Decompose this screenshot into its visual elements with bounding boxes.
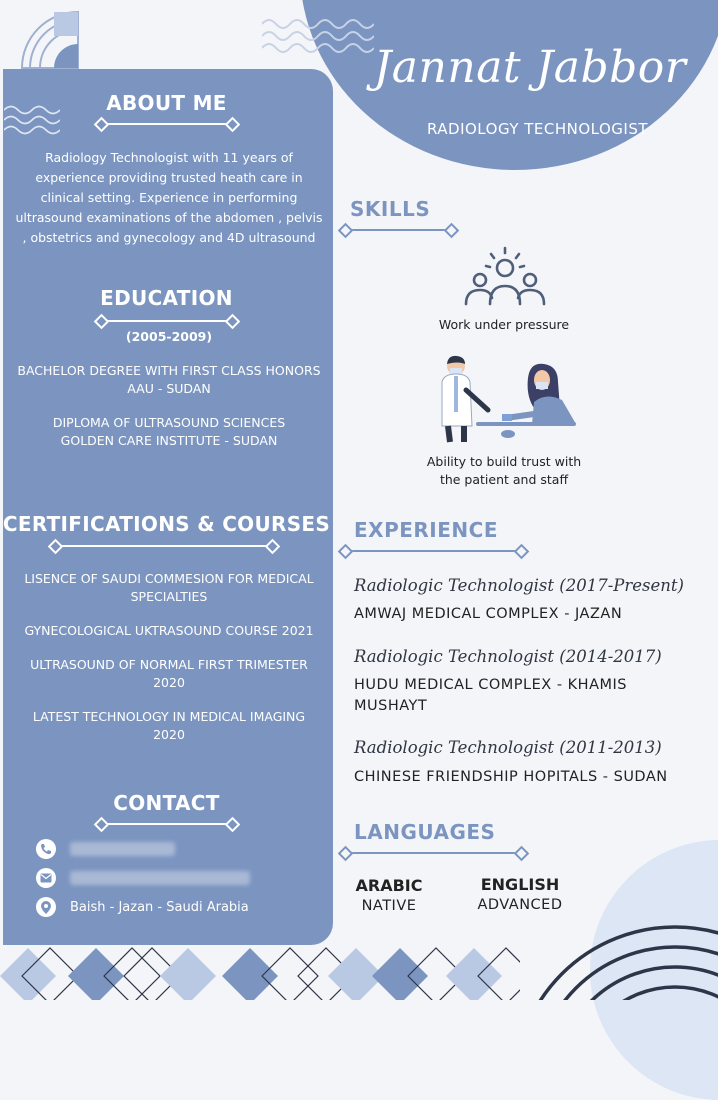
email-redacted xyxy=(70,871,250,885)
phone-icon xyxy=(36,839,56,859)
skill-line: Ability to build trust with xyxy=(426,454,582,469)
education-heading: EDUCATION xyxy=(100,286,233,310)
education-institution: GOLDEN CARE INSTITUTE - SUDAN xyxy=(60,433,278,448)
skill-caption xyxy=(404,453,604,489)
job-place xyxy=(354,767,694,788)
certification-line: GYNECOLOGICAL UKTRASOUND COURSE 2021 xyxy=(24,623,314,638)
skills-heading: SKILLS xyxy=(350,197,431,221)
about-line: experience providing trusted heath care in xyxy=(35,170,303,185)
language-name: ENGLISH xyxy=(480,875,560,894)
skill-caption xyxy=(404,316,604,334)
language-level: ADVANCED xyxy=(477,897,563,913)
logo-shapes-decoration xyxy=(20,10,80,70)
education-item xyxy=(8,362,330,398)
contact-location-row xyxy=(36,896,249,918)
job-place xyxy=(354,604,694,625)
contact-email-row[interactable] xyxy=(36,867,250,889)
education-degree: BACHELOR DEGREE WITH FIRST CLASS HONORS xyxy=(17,363,321,378)
wave-decoration xyxy=(262,16,374,56)
language-item xyxy=(466,875,574,913)
certification-line: SPECIALTIES xyxy=(130,589,208,604)
certification-line: LISENCE OF SAUDI COMMESION FOR MEDICAL xyxy=(24,571,314,586)
about-me-heading: ABOUT ME xyxy=(106,91,227,115)
language-item xyxy=(346,876,432,914)
section-divider xyxy=(102,123,232,125)
job-title: Radiologic Technologist (2014-2017) xyxy=(354,647,662,666)
certifications-heading: CERTIFICATIONS & COURSES xyxy=(2,512,331,536)
contact-phone-row[interactable] xyxy=(36,838,175,860)
candidate-role: RADIOLOGY TECHNOLOGIST xyxy=(426,120,649,138)
skill-line: the patient and staff xyxy=(439,472,569,487)
location-pin-icon xyxy=(36,897,56,917)
language-name: ARABIC xyxy=(355,876,423,895)
about-line: ultrasound examinations of the abdomen , pelvis xyxy=(15,210,323,225)
contact-heading: CONTACT xyxy=(113,791,220,815)
location-text: Baish - Jazan - Saudi Arabia xyxy=(70,899,249,915)
phone-redacted xyxy=(70,842,175,856)
section-divider xyxy=(346,229,451,231)
languages-heading: LANGUAGES xyxy=(354,820,496,844)
job-title: Radiologic Technologist (2017-Present) xyxy=(354,576,684,595)
experience-heading: EXPERIENCE xyxy=(354,518,498,542)
job-place-line: HUDU MEDICAL COMPLEX - KHAMIS xyxy=(354,677,627,693)
job-title: Radiologic Technologist (2011-2013) xyxy=(354,738,662,757)
section-divider xyxy=(102,320,232,322)
certification-line: 2020 xyxy=(153,727,185,742)
email-icon xyxy=(36,868,56,888)
education-degree: DIPLOMA OF ULTRASOUND SCIENCES xyxy=(52,415,286,430)
certification-item xyxy=(8,622,330,640)
certification-line: 2020 xyxy=(153,675,185,690)
skill-line: Work under pressure xyxy=(438,317,570,332)
job-place-line: MUSHAYT xyxy=(354,698,428,714)
job-place-line: CHINESE FRIENDSHIP HOPITALS - SUDAN xyxy=(354,769,668,785)
certification-item xyxy=(8,708,330,744)
diamond-pattern-decoration xyxy=(0,946,520,1000)
job-place xyxy=(354,675,694,717)
about-line: clinical setting. Experience in performing xyxy=(40,190,298,205)
education-item xyxy=(8,414,330,450)
doctor-patient-illustration xyxy=(436,352,582,444)
about-line: Radiology Technologist with 11 years of xyxy=(45,150,293,165)
team-icon xyxy=(462,246,548,310)
section-divider xyxy=(56,545,272,547)
section-divider xyxy=(346,852,521,854)
language-level: NATIVE xyxy=(361,898,417,914)
certification-item xyxy=(8,570,330,606)
education-institution: AAU - SUDAN xyxy=(127,381,211,396)
concentric-arcs-decoration xyxy=(500,912,718,1000)
certification-line: LATEST TECHNOLOGY IN MEDICAL IMAGING xyxy=(32,709,306,724)
certification-line: ULTRASOUND OF NORMAL FIRST TRIMESTER xyxy=(30,657,308,672)
certification-item xyxy=(8,656,330,692)
job-place-line: AMWAJ MEDICAL COMPLEX - JAZAN xyxy=(354,606,623,622)
section-divider xyxy=(102,823,232,825)
candidate-name: Jannat Jabbor xyxy=(373,42,687,93)
education-years: (2005-2009) xyxy=(125,329,213,344)
section-divider xyxy=(346,550,521,552)
about-line: , obstetrics and gynecology and 4D ultrasound xyxy=(22,230,316,245)
about-me-text xyxy=(8,148,330,248)
